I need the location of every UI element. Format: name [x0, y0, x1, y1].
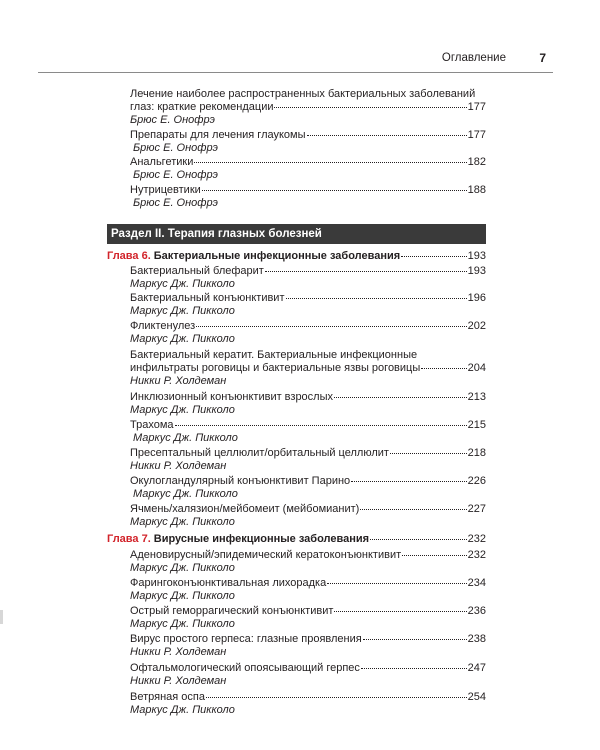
toc-entry[interactable] — [130, 88, 486, 127]
dot-leader — [360, 509, 466, 510]
toc-entry[interactable] — [130, 549, 486, 575]
toc-author: Никки Р. Холдеман — [130, 460, 227, 472]
toc-line: Ячмень/халязион/мейбомеит (мейбомианит) 227 — [130, 503, 486, 515]
toc-page: 234 — [467, 577, 486, 589]
toc-page: 202 — [467, 320, 486, 332]
toc-author: Маркус Дж. Пикколо — [133, 488, 238, 500]
toc-author: Никки Р. Холдеман — [130, 646, 227, 658]
toc-entry[interactable] — [130, 447, 486, 473]
toc-line: Вирус простого герпеса: глазные проявления 238 — [130, 633, 486, 645]
toc-entry[interactable] — [130, 503, 486, 529]
toc-line: Бактериальный кератит. Бактериальные инфекционные — [130, 349, 418, 361]
toc-author: Маркус Дж. Пикколо — [130, 404, 235, 416]
toc-entry[interactable] — [130, 265, 486, 291]
toc-page: 196 — [467, 292, 486, 304]
toc-entry[interactable] — [130, 419, 486, 445]
toc-author: Брюс Е. Онофрэ — [133, 197, 218, 209]
dot-leader — [370, 539, 467, 540]
chapter-label: Глава 6. — [107, 250, 151, 262]
toc-line: глаз: краткие рекомендации 177 — [130, 101, 486, 113]
dot-leader — [196, 326, 466, 327]
toc-line: Бактериальный конъюнктивит 196 — [130, 292, 486, 304]
toc-author: Брюс Е. Онофрэ — [130, 114, 215, 126]
toc-line: инфильтраты роговицы и бактериальные язвы роговицы 204 — [130, 362, 486, 374]
toc-author: Маркус Дж. Пикколо — [130, 562, 235, 574]
toc-entry[interactable] — [130, 320, 486, 346]
toc-page: 238 — [467, 633, 486, 645]
toc-entry[interactable] — [130, 349, 486, 388]
toc-page: 215 — [467, 419, 486, 431]
toc-author: Маркус Дж. Пикколо — [130, 590, 235, 602]
toc-page: 188 — [467, 184, 486, 196]
toc-author: Маркус Дж. Пикколо — [130, 333, 235, 345]
dot-leader — [175, 425, 467, 426]
toc-author: Маркус Дж. Пикколо — [133, 432, 238, 444]
toc-author: Маркус Дж. Пикколо — [130, 618, 235, 630]
toc-page: 236 — [467, 605, 486, 617]
chapter-heading[interactable] — [107, 533, 486, 546]
toc-author: Маркус Дж. Пикколо — [130, 516, 235, 528]
toc-line: Бактериальный блефарит 193 — [130, 265, 486, 277]
toc-author: Никки Р. Холдеман — [130, 675, 227, 687]
toc-page: 177 — [467, 101, 486, 113]
toc-entry[interactable] — [130, 475, 486, 501]
dot-leader — [361, 668, 467, 669]
toc-author: Брюс Е. Онофрэ — [133, 169, 218, 181]
toc-line: Острый геморрагический конъюнктивит 236 — [130, 605, 486, 617]
section-heading: Раздел II. Терапия глазных болезней — [107, 224, 486, 244]
chapter-heading[interactable] — [107, 250, 486, 263]
dot-leader — [334, 611, 466, 612]
toc-entry[interactable] — [130, 577, 486, 603]
edge-mark — [0, 610, 3, 624]
dot-leader — [274, 107, 466, 108]
toc-entry[interactable] — [130, 129, 486, 155]
toc-page: 232 — [467, 533, 486, 545]
toc-line: Анальгетики 182 — [130, 156, 486, 168]
toc-page: 247 — [467, 662, 486, 674]
dot-leader — [286, 298, 467, 299]
toc-page: 182 — [467, 156, 486, 168]
chapter-title: Вирусные инфекционные заболевания — [153, 533, 370, 545]
dot-leader — [265, 271, 467, 272]
toc-page: 227 — [467, 503, 486, 515]
dot-leader — [327, 583, 466, 584]
toc-author: Никки Р. Холдеман — [130, 375, 227, 387]
toc-page: 204 — [467, 362, 486, 374]
toc-entry[interactable] — [130, 691, 486, 717]
toc-line: Пресептальный целлюлит/орбитальный целлюлит 218 — [130, 447, 486, 459]
dot-leader — [351, 481, 466, 482]
toc-author: Маркус Дж. Пикколо — [130, 305, 235, 317]
toc-line: Аденовирусный/эпидемический кератоконъюнктивит 232 — [130, 549, 486, 561]
toc-entry[interactable] — [130, 292, 486, 318]
toc-line: Фарингоконъюнктивальная лихорадка 234 — [130, 577, 486, 589]
toc-line: Нутрицевтики 188 — [130, 184, 486, 196]
toc-entry[interactable] — [130, 633, 486, 659]
toc-entry[interactable] — [130, 184, 486, 210]
toc-entry[interactable] — [130, 156, 486, 182]
dot-leader — [334, 397, 467, 398]
toc-line: Лечение наиболее распространенных бактериальных заболеваний — [130, 88, 476, 100]
toc-line: Препараты для лечения глаукомы 177 — [130, 129, 486, 141]
toc-line: Фликтенулез 202 — [130, 320, 486, 332]
dot-leader — [402, 555, 467, 556]
toc-page: 177 — [467, 129, 486, 141]
toc-page: 193 — [467, 265, 486, 277]
toc-entry[interactable] — [130, 391, 486, 417]
toc-line: Офтальмологический опоясывающий герпес 247 — [130, 662, 486, 674]
toc-line: Трахома 215 — [130, 419, 486, 431]
toc-page: 226 — [467, 475, 486, 487]
toc-page: 232 — [467, 549, 486, 561]
toc-line: Окулогландулярный конъюнктивит Парино 226 — [130, 475, 486, 487]
dot-leader — [363, 639, 467, 640]
toc-author: Брюс Е. Онофрэ — [133, 142, 218, 154]
dot-leader — [206, 697, 467, 698]
toc-page: 254 — [467, 691, 486, 703]
toc-page: 193 — [467, 250, 486, 262]
dot-leader — [401, 256, 466, 257]
toc-entry[interactable] — [130, 662, 486, 688]
running-head: Оглавление — [441, 52, 506, 64]
chapter-label: Глава 7. — [107, 533, 151, 545]
toc-page: 218 — [467, 447, 486, 459]
toc-line: Инклюзионный конъюнктивит взрослых 213 — [130, 391, 486, 403]
toc-line: Ветряная оспа 254 — [130, 691, 486, 703]
page-number: 7 — [539, 51, 546, 65]
dot-leader — [307, 135, 467, 136]
dot-leader — [421, 368, 466, 369]
header-rule — [38, 72, 553, 73]
dot-leader — [202, 190, 467, 191]
dot-leader — [194, 162, 466, 163]
toc-author: Маркус Дж. Пикколо — [130, 704, 235, 716]
toc-entry[interactable] — [130, 605, 486, 631]
page-header — [0, 0, 600, 75]
toc-author: Маркус Дж. Пикколо — [130, 278, 235, 290]
dot-leader — [390, 453, 467, 454]
chapter-title: Бактериальные инфекционные заболевания — [153, 250, 401, 262]
toc-page: 213 — [467, 391, 486, 403]
